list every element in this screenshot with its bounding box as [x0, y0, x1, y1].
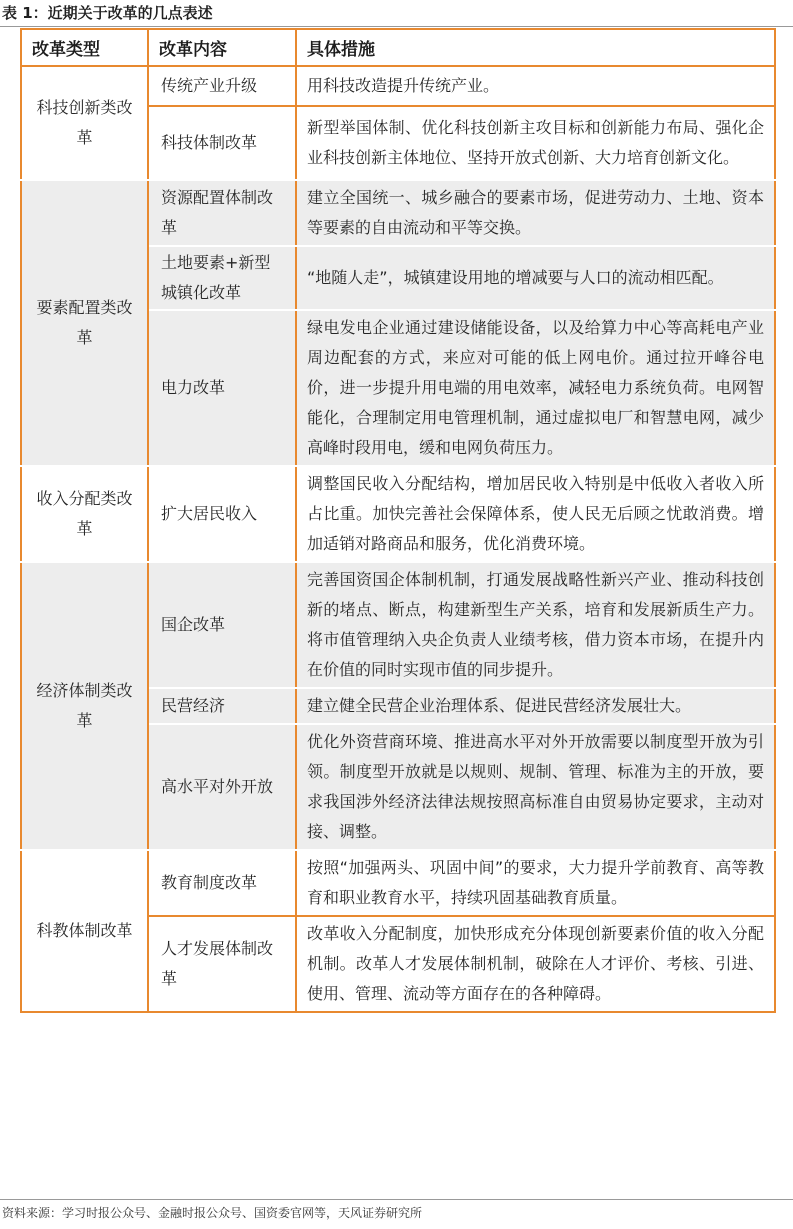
table-row — [21, 850, 775, 916]
table-row — [21, 66, 775, 106]
header-reform-content: 改革内容 — [148, 29, 296, 66]
measure-cell: 建立全国统一、城乡融合的要素市场，促进劳动力、土地、资本等要素的自由流动和平等交换。 — [296, 180, 775, 246]
group-type-cell: 科技创新类改革 — [21, 66, 148, 180]
group-type-cell: 科教体制改革 — [21, 850, 148, 1012]
content-cell: 人才发展体制改革 — [148, 916, 296, 1012]
group-type-cell: 收入分配类改革 — [21, 466, 148, 562]
content-cell: 科技体制改革 — [148, 106, 296, 180]
header-measures: 具体措施 — [296, 29, 775, 66]
measure-cell: 建立健全民营企业治理体系、促进民营经济发展壮大。 — [296, 688, 775, 724]
content-cell: 国企改革 — [148, 562, 296, 688]
content-cell: 高水平对外开放 — [148, 724, 296, 850]
group-type-cell: 要素配置类改革 — [21, 180, 148, 466]
table-header-row — [21, 29, 775, 66]
measure-cell: 改革收入分配制度，加快形成充分体现创新要素价值的收入分配机制。改革人才发展体制机制，破除在人才评价、考核、引进、使用、管理、流动等方面存在的各种障碍。 — [296, 916, 775, 1012]
content-cell: 扩大居民收入 — [148, 466, 296, 562]
content-cell: 土地要素+新型城镇化改革 — [148, 246, 296, 310]
measure-cell: 新型举国体制、优化科技创新主攻目标和创新能力布局、强化企业科技创新主体地位、坚持开放式创新、大力培育创新文化。 — [296, 106, 775, 180]
header-reform-type: 改革类型 — [21, 29, 148, 66]
measure-cell: “地随人走”，城镇建设用地的增减要与人口的流动相匹配。 — [296, 246, 775, 310]
source-note: 资料来源：学习时报公众号、金融时报公众号、国资委官网等，天风证券研究所 — [2, 1206, 423, 1220]
measure-cell: 绿电发电企业通过建设储能设备，以及给算力中心等高耗电产业周边配套的方式，来应对可能的低上网电价。通过拉开峰谷电价，进一步提升用电端的用电效率，减轻电力系统负荷。电网智能化，合理制定用电管理机制，通过虚拟电厂和智慧电网，减少高峰时段用电，缓和电网负荷压力。 — [296, 310, 775, 466]
measure-cell: 用科技改造提升传统产业。 — [296, 66, 775, 106]
measure-cell: 调整国民收入分配结构，增加居民收入特别是中低收入者收入所占比重。加快完善社会保障体系，使人民无后顾之忧敢消费。增加适销对路商品和服务，优化消费环境。 — [296, 466, 775, 562]
table-caption: 表 1：近期关于改革的几点表述 — [2, 4, 213, 22]
content-cell: 传统产业升级 — [148, 66, 296, 106]
caption-divider — [0, 26, 793, 27]
content-cell: 电力改革 — [148, 310, 296, 466]
measure-cell: 按照“加强两头、巩固中间”的要求，大力提升学前教育、高等教育和职业教育水平，持续巩固基础教育质量。 — [296, 850, 775, 916]
measure-cell: 优化外资营商环境、推进高水平对外开放需要以制度型开放为引领。制度型开放就是以规则、规制、管理、标准为主的开放，要求我国涉外经济法律法规按照高标准自由贸易协定要求，主动对接、调整。 — [296, 724, 775, 850]
table-row — [21, 562, 775, 688]
reform-table-container — [20, 28, 774, 1013]
table-row — [21, 466, 775, 562]
content-cell: 教育制度改革 — [148, 850, 296, 916]
reform-table — [20, 28, 776, 1013]
content-cell: 资源配置体制改革 — [148, 180, 296, 246]
measure-cell: 完善国资国企体制机制，打通发展战略性新兴产业、推动科技创新的堵点、断点，构建新型生产关系，培育和发展新质生产力。将市值管理纳入央企负责人业绩考核，借力资本市场，在提升内在价值的同时实现市值的同步提升。 — [296, 562, 775, 688]
source-divider — [0, 1199, 793, 1200]
table-row — [21, 180, 775, 246]
group-type-cell: 经济体制类改革 — [21, 562, 148, 850]
content-cell: 民营经济 — [148, 688, 296, 724]
